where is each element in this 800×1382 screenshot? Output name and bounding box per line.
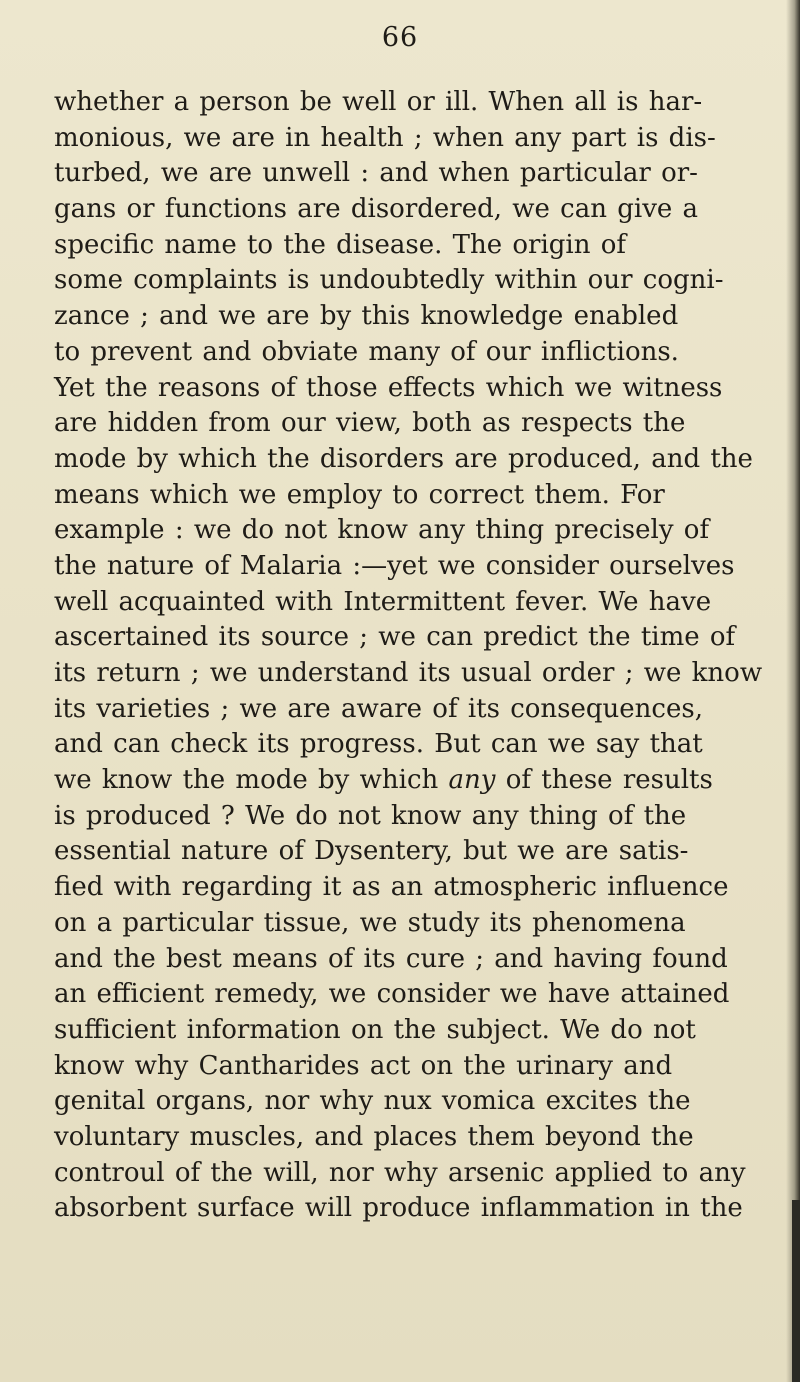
- text-line: means which we employ to correct them. For: [54, 479, 665, 510]
- text-line: fied with regarding it as an atmospheric influence: [54, 872, 729, 903]
- text-line: zance ; and we are by this knowledge enabled: [54, 301, 679, 332]
- page-number: 66: [381, 22, 419, 53]
- text-segment: of these results: [505, 765, 713, 796]
- text-line: gans or functions are disordered, we can give a: [54, 194, 699, 225]
- text-line: monious, we are in health ; when any part is dis-: [54, 122, 716, 153]
- text-line: voluntary muscles, and places them beyond the: [54, 1121, 694, 1152]
- text-line: well acquainted with Intermittent fever. We have: [54, 586, 712, 617]
- text-line: an efficient remedy, we consider we have attained: [54, 979, 730, 1010]
- text-line: specific name to the disease. The origin of: [54, 229, 627, 260]
- text-line: its varieties ; we are aware of its consequences,: [54, 693, 703, 724]
- text-line: example : we do not know any thing precisely of: [54, 515, 710, 546]
- text-line: genital organs, nor why nux vomica excites the: [54, 1086, 691, 1117]
- text-line: essential nature of Dysentery, but we are satis-: [54, 836, 689, 867]
- page-edge-shadow: [786, 0, 800, 1382]
- text-line: turbed, we are unwell : and when particular or-: [54, 158, 698, 189]
- text-line: controul of the will, nor why arsenic applied to any: [54, 1157, 746, 1188]
- text-line: are hidden from our view, both as respects the: [54, 408, 686, 439]
- text-line: mode by which the disorders are produced, and the: [54, 443, 753, 474]
- text-line: absorbent surface will produce inflammation in the: [54, 1193, 743, 1224]
- text-line: on a particular tissue, we study its phenomena: [54, 907, 686, 938]
- text-line: [54, 763, 784, 799]
- text-line: to prevent and obviate many of our inflictions.: [54, 336, 679, 367]
- text-line: the nature of Malaria :—yet we consider ourselves: [54, 550, 735, 581]
- text-segment: we know the mode by which: [54, 765, 439, 796]
- text-line: its return ; we understand its usual order ; we know: [54, 658, 763, 688]
- italic-word: any: [448, 765, 496, 796]
- text-line: is produced ? We do not know any thing of the: [54, 800, 687, 831]
- text-line: and can check its progress. But can we say that: [54, 729, 703, 760]
- text-line: some complaints is undoubtedly within our cogni-: [54, 265, 724, 296]
- page-edge-dark: [792, 1200, 800, 1382]
- text-line: know why Cantharides act on the urinary and: [54, 1050, 673, 1081]
- body-text: [54, 85, 784, 1227]
- text-line: whether a person be well or ill. When all is har-: [54, 87, 703, 117]
- text-line: and the best means of its cure ; and having found: [54, 943, 728, 974]
- text-line: ascertained its source ; we can predict the time of: [54, 622, 736, 653]
- text-line: sufficient information on the subject. We do not: [54, 1014, 696, 1045]
- text-line: Yet the reasons of those effects which we witness: [54, 372, 723, 403]
